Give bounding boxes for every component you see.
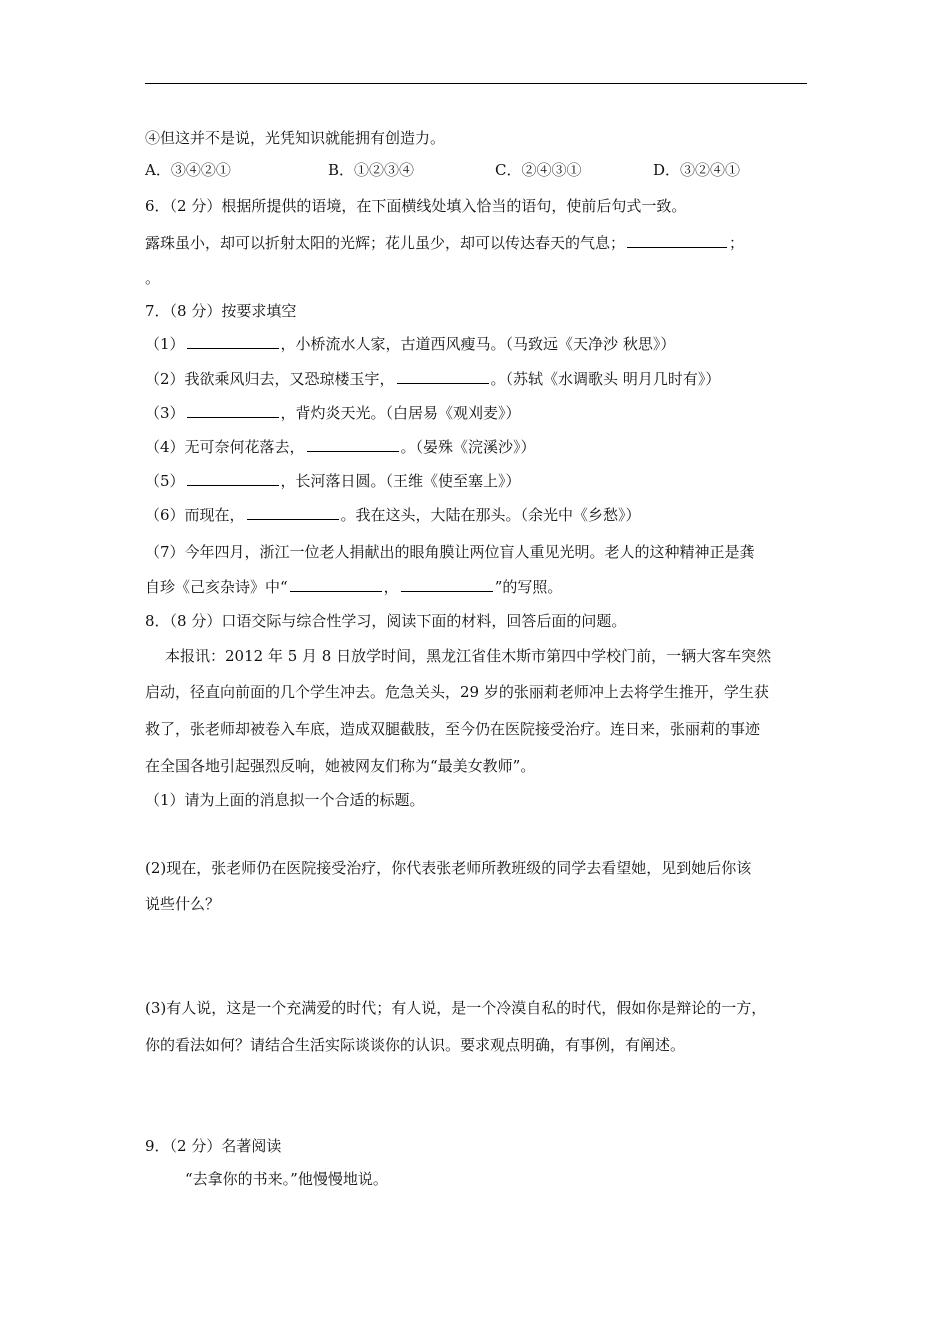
q8-sub3-line: (3)有人说，这是一个充满爱的时代；有人说，是一个冷漠自私的时代，假如你是辩论的一方，	[145, 999, 767, 1017]
q8-stem: 8．（8 分）口语交际与综合性学习，阅读下面的材料，回答后面的问题。	[145, 612, 627, 630]
q7-item-3	[145, 403, 521, 423]
q7-item-7-line1: （7）今年四月，浙江一位老人捐献出的眼角膜让两位盲人重见光明。老人的这种精神正是龚	[145, 543, 755, 561]
q7-item-5-blank[interactable]	[187, 471, 279, 486]
q8-sub2-line: 说些什么？	[145, 895, 221, 913]
q9-stem: 9．（2 分）名著阅读	[145, 1137, 282, 1155]
q7-item-7-line2	[145, 577, 562, 597]
q6-sentence	[145, 233, 744, 253]
q7-item-4-blank[interactable]	[307, 437, 399, 452]
q7-item-7-pre: 自珍《己亥杂诗》中“	[145, 578, 288, 596]
q6-stem: 6．（2 分）根据所提供的语境，在下面横线处填入恰当的语句，使前后句式一致。	[145, 197, 687, 215]
q7-item-7-post: ”的写照。	[494, 578, 563, 596]
q8-sub1: （1）请为上面的消息拟一个合适的标题。	[145, 791, 425, 809]
q5-item4: ④但这并不是说，光凭知识就能拥有创造力。	[145, 129, 446, 147]
q7-item-7-mid: ，	[383, 578, 399, 596]
q7-item-7-blank-a[interactable]	[290, 577, 382, 592]
q7-item-1-pre: （1）	[145, 335, 185, 353]
choice-b: B．①②③④	[328, 161, 415, 179]
choice-c: C．②④③①	[495, 161, 582, 179]
q7-item-2	[145, 369, 720, 389]
q7-item-4	[145, 437, 536, 457]
q7-item-5	[145, 471, 521, 491]
q7-item-1-post: ，小桥流水人家，古道西风瘦马。（马致远《天净沙 秋思》）	[280, 335, 676, 353]
q7-item-2-blank[interactable]	[397, 369, 489, 384]
q8-sub3-line: 你的看法如何？请结合生活实际谈谈你的认识。要求观点明确，有事例，有阐述。	[145, 1036, 686, 1054]
q8-passage-line: 在全国各地引起强烈反响，她被网友们称为“最美女教师”。	[145, 757, 536, 775]
q7-item-3-pre: （3）	[145, 404, 185, 422]
q7-item-5-pre: （5）	[145, 472, 185, 490]
q7-item-2-post: 。（苏轼《水调歌头 明月几时有》）	[490, 370, 721, 388]
q7-item-3-blank[interactable]	[187, 403, 279, 418]
q7-item-5-post: ，长河落日圆。（王维《使至塞上》）	[280, 472, 521, 490]
q8-passage-line: 救了，张老师却被卷入车底，造成双腿截肢，至今仍在医院接受治疗。连日来，张丽莉的事迹	[145, 720, 761, 738]
choice-a: A．③④②①	[145, 161, 231, 179]
q6-sentence-after: ；	[729, 234, 745, 252]
q6-end: 。	[145, 269, 161, 287]
q7-stem: 7．（8 分）按要求填空	[145, 302, 297, 320]
q7-item-1	[145, 334, 675, 354]
q7-item-6-post: 。我在这头，大陆在那头。（余光中《乡愁》）	[340, 506, 641, 524]
q7-item-6	[145, 505, 641, 525]
q7-item-4-post: 。（晏殊《浣溪沙》）	[400, 438, 536, 456]
q7-item-3-post: ，背灼炎天光。（白居易《观刈麦》）	[280, 404, 521, 422]
choice-d: D．③②④①	[653, 161, 741, 179]
q8-sub2-line: (2)现在，张老师仍在医院接受治疗，你代表张老师所教班级的同学去看望她，见到她后你该	[145, 859, 752, 877]
q8-passage-line: 启动，径直向前面的几个学生冲去。危急关头，29 岁的张丽莉老师冲上去将学生推开，学生获	[145, 683, 769, 701]
q7-item-4-pre: （4）无可奈何花落去，	[145, 438, 305, 456]
q5-choices	[145, 160, 785, 180]
q7-item-6-pre: （6）而现在，	[145, 506, 245, 524]
q7-item-7-blank-b[interactable]	[401, 577, 493, 592]
q6-sentence-before: 露珠虽小，却可以折射太阳的光辉；花儿虽少，却可以传达春天的气息；	[145, 234, 626, 252]
q7-item-6-blank[interactable]	[247, 505, 339, 520]
q7-item-2-pre: （2）我欲乘风归去，又恐琼楼玉宇，	[145, 370, 395, 388]
q8-passage-line: 本报讯：2012 年 5 月 8 日放学时间，黑龙江省佳木斯市第四中学校门前，一辆大客车突然	[165, 647, 772, 665]
q7-item-1-blank[interactable]	[187, 334, 279, 349]
q6-answer-blank[interactable]	[627, 233, 727, 248]
header-rule	[145, 83, 807, 84]
q9-quote: “去拿你的书来。”他慢慢地说。	[185, 1170, 388, 1188]
